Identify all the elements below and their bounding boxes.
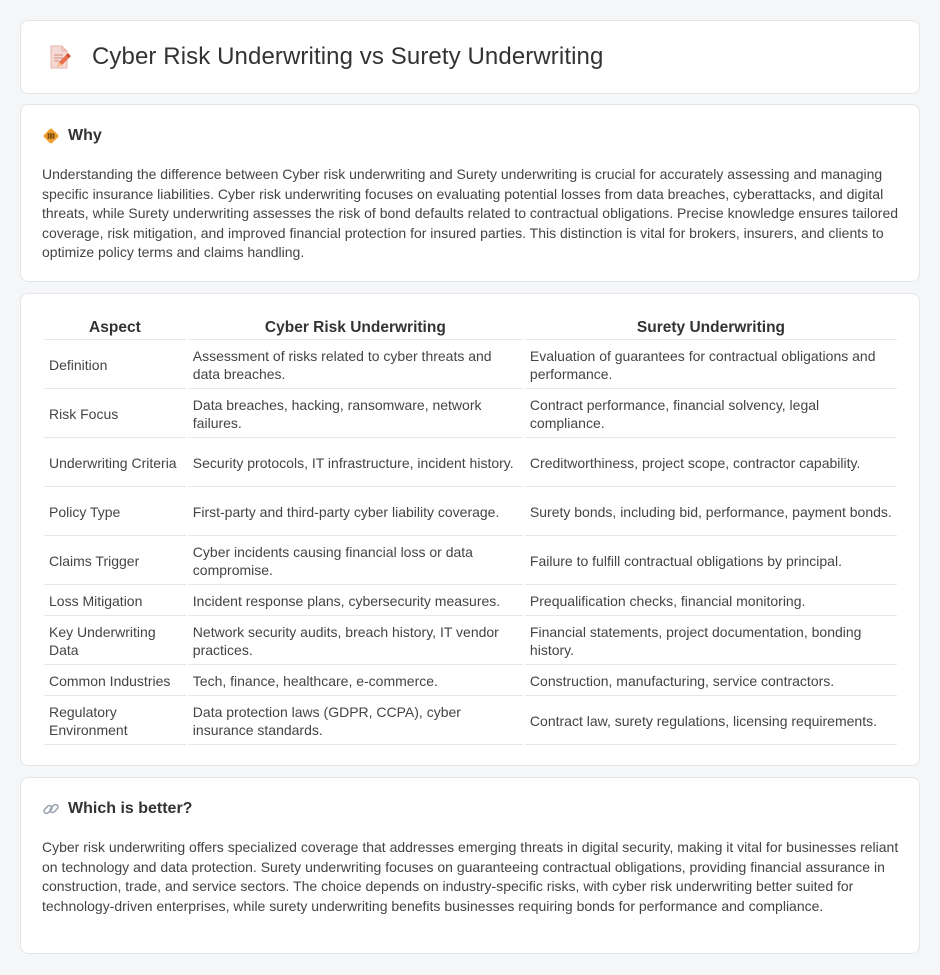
table-row bbox=[44, 391, 897, 438]
surety-cell: Financial statements, project documentation, bonding history. bbox=[525, 618, 897, 665]
which-is-better-section bbox=[20, 777, 920, 954]
surety-cell: Construction, manufacturing, service contractors. bbox=[525, 667, 897, 696]
aspect-cell: Risk Focus bbox=[44, 391, 186, 438]
document-pencil-icon bbox=[45, 43, 73, 71]
table-header-row bbox=[44, 316, 897, 340]
aspect-cell: Loss Mitigation bbox=[44, 587, 186, 616]
why-title: Why bbox=[68, 127, 102, 144]
title-card bbox=[20, 20, 920, 94]
why-text: Understanding the difference between Cyber risk underwriting and Surety underwriting is crucial for accurately assessing and managing specific insurance liabilities. Cyber risk underwriting focuses on evaluating potential losses from data breaches, cyberattacks, and digital threats, while Surety underwriting assesses the risk of bond defaults related to contractual obligations. Precise knowledge ensures tailored coverage, risk mitigation, and improved financial protection for insured parties. This distinction is vital for brokers, insurers, and clients to optimize policy terms and claims handling. bbox=[42, 166, 899, 261]
header-cyber: Cyber Risk Underwriting bbox=[188, 316, 523, 340]
table-row bbox=[44, 489, 897, 536]
aspect-cell: Key Underwriting Data bbox=[44, 618, 186, 665]
better-heading-row bbox=[42, 800, 192, 818]
better-text: Cyber risk underwriting offers specialized coverage that addresses emerging threats in digital security, making it vital for businesses reliant on technology and data protection. Surety underwriting focuses on guaranteeing contractual obligations, providing financial assurance in construction, trade, and service sectors. The choice depends on industry-specific risks, with cyber risk underwriting better suited for technology-driven enterprises, while surety underwriting benefits businesses requiring bonds for performance and compliance. bbox=[42, 839, 899, 914]
table-row bbox=[44, 667, 897, 696]
cyber-cell: First-party and third-party cyber liability coverage. bbox=[188, 489, 523, 536]
cyber-cell: Network security audits, breach history, IT vendor practices. bbox=[188, 618, 523, 665]
cyber-cell: Incident response plans, cybersecurity measures. bbox=[188, 587, 523, 616]
table-row bbox=[44, 440, 897, 487]
surety-cell: Failure to fulfill contractual obligations by principal. bbox=[525, 538, 897, 585]
table-row bbox=[44, 538, 897, 585]
title-row bbox=[45, 43, 603, 71]
cyber-cell: Security protocols, IT infrastructure, incident history. bbox=[188, 440, 523, 487]
aspect-cell: Underwriting Criteria bbox=[44, 440, 186, 487]
cyber-cell: Data protection laws (GDPR, CCPA), cyber insurance standards. bbox=[188, 698, 523, 745]
why-heading-row bbox=[42, 127, 102, 145]
table-row bbox=[44, 618, 897, 665]
cyber-cell: Cyber incidents causing financial loss or data compromise. bbox=[188, 538, 523, 585]
surety-cell: Creditworthiness, project scope, contractor capability. bbox=[525, 440, 897, 487]
comparison-table bbox=[42, 314, 899, 747]
table-row bbox=[44, 698, 897, 745]
diamond-warning-icon bbox=[42, 127, 60, 145]
cyber-cell: Assessment of risks related to cyber threats and data breaches. bbox=[188, 342, 523, 389]
why-section bbox=[20, 104, 920, 282]
comparison-section bbox=[20, 293, 920, 766]
surety-cell: Prequalification checks, financial monitoring. bbox=[525, 587, 897, 616]
aspect-cell: Policy Type bbox=[44, 489, 186, 536]
header-surety: Surety Underwriting bbox=[525, 316, 897, 340]
cyber-cell: Tech, finance, healthcare, e-commerce. bbox=[188, 667, 523, 696]
header-aspect: Aspect bbox=[44, 316, 186, 340]
better-title: Which is better? bbox=[68, 800, 193, 817]
table-row bbox=[44, 587, 897, 616]
link-icon bbox=[42, 800, 60, 818]
surety-cell: Surety bonds, including bid, performance, payment bonds. bbox=[525, 489, 897, 536]
aspect-cell: Definition bbox=[44, 342, 186, 389]
aspect-cell: Regulatory Environment bbox=[44, 698, 186, 745]
aspect-cell: Common Industries bbox=[44, 667, 186, 696]
surety-cell: Contract law, surety regulations, licensing requirements. bbox=[525, 698, 897, 745]
page-title: Cyber Risk Underwriting vs Surety Underwriting bbox=[92, 43, 604, 70]
surety-cell: Evaluation of guarantees for contractual obligations and performance. bbox=[525, 342, 897, 389]
cyber-cell: Data breaches, hacking, ransomware, network failures. bbox=[188, 391, 523, 438]
surety-cell: Contract performance, financial solvency, legal compliance. bbox=[525, 391, 897, 438]
aspect-cell: Claims Trigger bbox=[44, 538, 186, 585]
table-row bbox=[44, 342, 897, 389]
